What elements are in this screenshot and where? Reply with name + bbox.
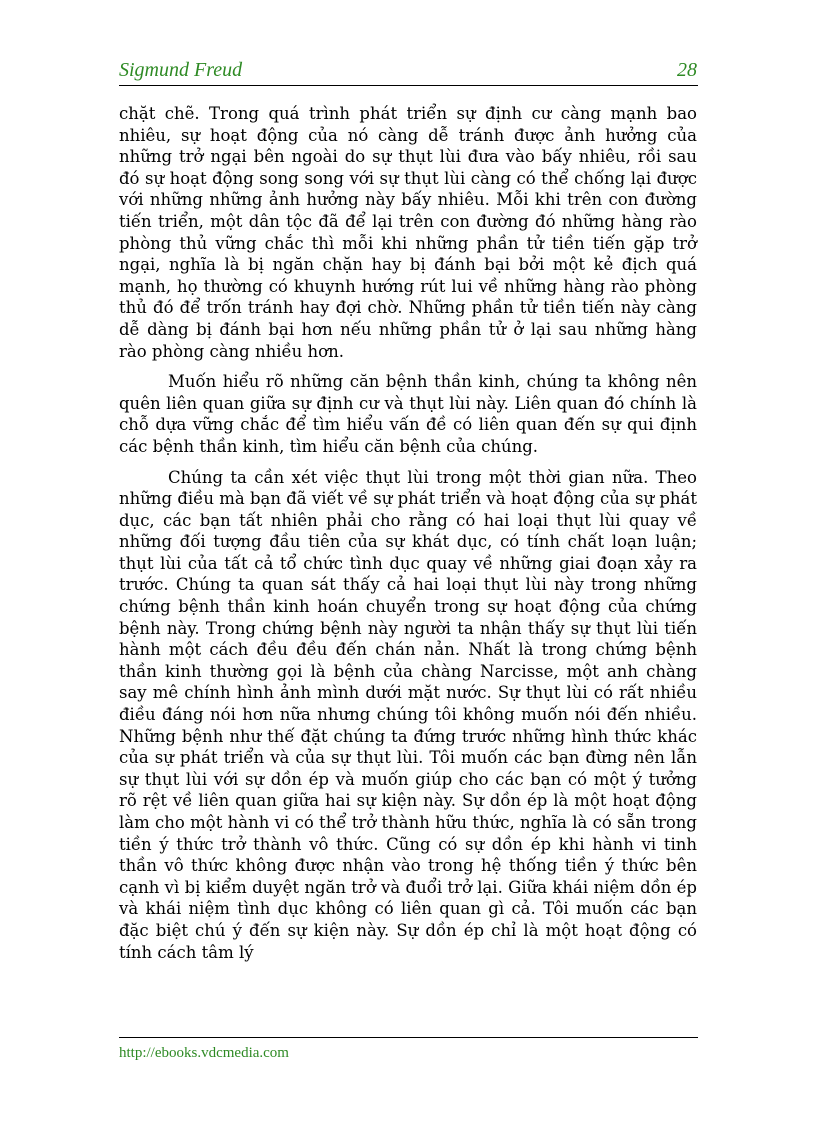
- running-header-author: Sigmund Freud: [119, 59, 243, 81]
- footer-divider: [119, 1037, 698, 1038]
- paragraph: Chúng ta cần xét việc thụt lùi trong một thời gian nữa. Theo những điều mà bạn đã viết về sự phát triển và hoạt động của sự phát dục, các bạn tất nhiên phải cho rằng có hai loại thụt lùi quay về những đối tượng đầu tiên của sự khát dục, có tính chất loạn luận; thụt lùi của tất cả tổ chức tình dục quay về những giai đoạn xảy ra trước. Chúng ta quan sát thấy cả hai loại thụt lùi này trong những chứng bệnh thần kinh hoán chuyển trong sự hoạt động của chứng bệnh này. Trong chứng bệnh này người ta nhận thấy sự thụt lùi tiến hành một cách đều đều đến chán nản. Nhất là trong chứng bệnh thần kinh thường gọi là bệnh của chàng Narcisse, một anh chàng say mê chính hình ảnh mình dưới mặt nước. Sự thụt lùi có rất nhiều điều đáng nói hơn nữa nhưng chúng tôi không muốn nói đến nhiều. Những bệnh như thế đặt chúng ta đứng trước những hình thức khác của sự phát triển và của sự thụt lùi. Tôi muốn các bạn đừng nên lẫn sự thụt lùi với sự dồn ép và muốn giúp cho các bạn có một ý tưởng rõ rệt về liên quan giữa hai sự kiện này. Sự dồn ép là một hoạt động làm cho một hành vi có thể trở thành hữu thức, nghĩa là có sẵn trong tiền ý thức trở thành vô thức. Cũng có sự dồn ép khi hành vi tinh thần vô thức không được nhận vào trong hệ thống tiền ý thức bên cạnh vì bị kiểm duyệt ngăn trở và đuổi trở lại. Giữa khái niệm dồn ép và khái niệm tình dục không có liên quan gì cả. Tôi muốn các bạn đặc biệt chú ý đến sự kiện này. Sự dồn ép chỉ là một hoạt động có tính cách tâm lý: [119, 467, 697, 962]
- page-number: 28: [677, 59, 697, 81]
- paragraph: Muốn hiểu rõ những căn bệnh thần kinh, chúng ta không nên quên liên quan giữa sự định cư và thụt lùi này. Liên quan đó chính là chỗ dựa vững chắc để tìm hiểu vấn đề có liên quan đến sự qui định các bệnh thần kinh, tìm hiểu căn bệnh của chúng.: [119, 372, 697, 456]
- header-divider: [119, 85, 698, 86]
- paragraph: chặt chẽ. Trong quá trình phát triển sự định cư càng mạnh bao nhiêu, sự hoạt động của nó càng dễ tránh được ảnh hưởng của những trở ngại bên ngoài do sự thụt lùi đưa vào bấy nhiêu, rồi sau đó sự hoạt động song song với sự thụt lùi càng có thể chống lại được với những những ảnh hưởng này bấy nhiêu. Mỗi khi trên con đường tiến triển, một dân tộc đã để lại trên con đường đó những hàng rào phòng thủ vững chắc thì mỗi khi những phần tử tiền tiến gặp trở ngại, nghĩa là bị ngăn chặn hay bị đánh bại bởi một kẻ địch quá mạnh, họ thường có khuynh hướng rút lui về những hàng rào phòng thủ đó để trốn tránh hay đợi chờ. Những phần tử tiền tiến này càng dễ dàng bị đánh bại hơn nếu những phần tử ở lại sau những hàng rào phòng càng nhiều hơn.: [119, 104, 697, 361]
- page-body: [119, 103, 697, 972]
- footer-url-link[interactable]: http://ebooks.vdcmedia.com: [119, 1045, 289, 1061]
